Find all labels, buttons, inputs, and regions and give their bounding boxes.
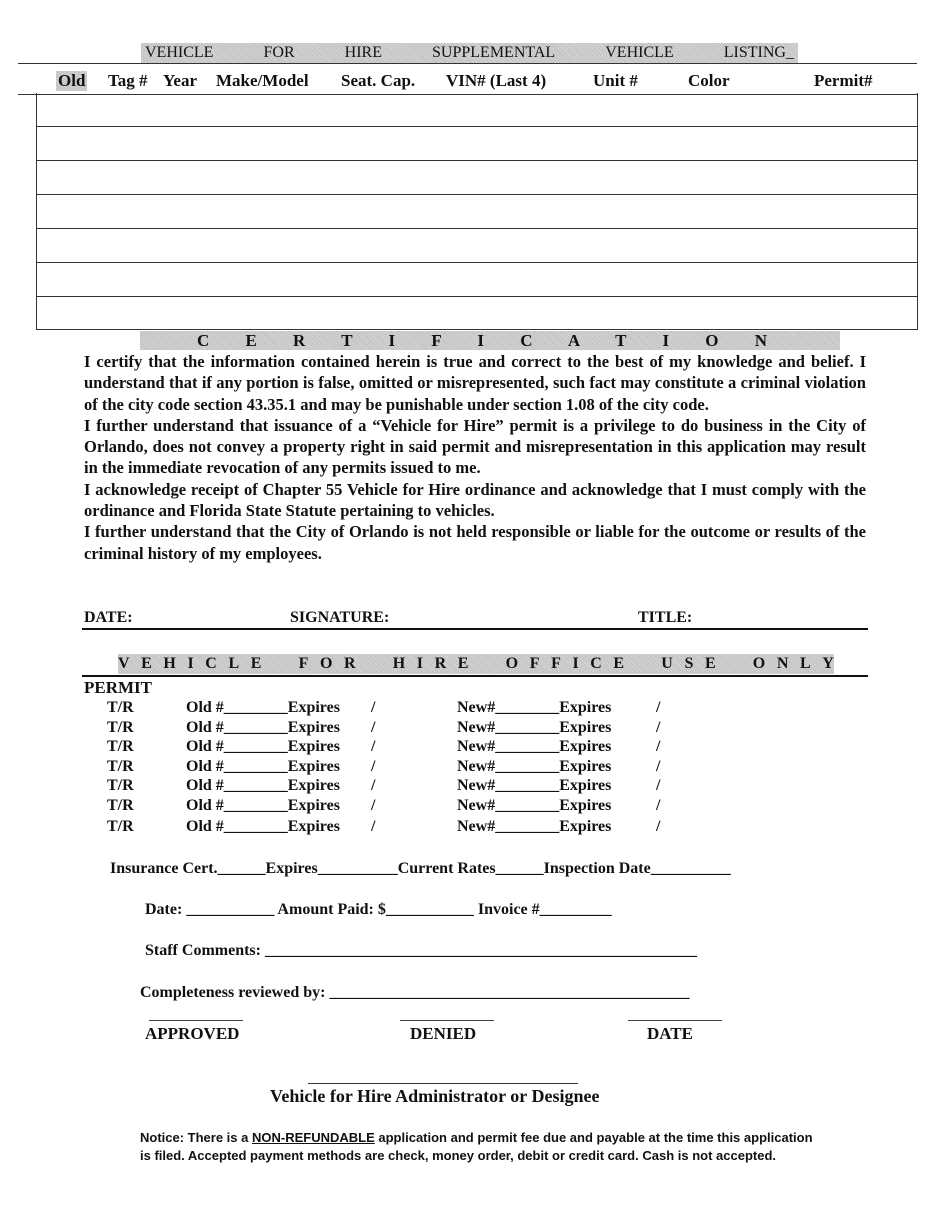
- col-year: Year: [163, 71, 197, 90]
- date-label-approval: DATE: [647, 1024, 693, 1043]
- permit-row[interactable]: [0, 719, 950, 739]
- col-vin: VIN# (Last 4): [446, 71, 547, 90]
- vehicle-row[interactable]: [37, 195, 917, 229]
- permit-old-slash: /: [371, 699, 376, 716]
- col-permit: Permit#: [814, 71, 873, 90]
- permit-old-slash: /: [371, 818, 376, 835]
- permit-old: Old #________Expires: [186, 797, 340, 814]
- permit-new: New#________Expires: [457, 758, 612, 775]
- permit-row[interactable]: [0, 758, 950, 778]
- permit-tr: T/R: [107, 797, 134, 814]
- permit-old: Old #________Expires: [186, 699, 340, 716]
- vehicle-row[interactable]: [37, 229, 917, 263]
- vehicle-row[interactable]: [37, 93, 917, 127]
- permit-tr: T/R: [107, 699, 134, 716]
- notice-prefix: Notice: There is a: [140, 1130, 252, 1145]
- denied-label: DENIED: [410, 1024, 477, 1043]
- office-letter: E: [457, 655, 469, 672]
- certification-heading: C E R T I F I C A T I O N: [140, 331, 840, 350]
- title-word: VEHICLE: [145, 44, 214, 61]
- date-label: DATE:: [84, 609, 133, 626]
- permit-new: New#________Expires: [457, 777, 612, 794]
- permit-new-slash: /: [656, 738, 661, 755]
- cert-paragraph: I acknowledge receipt of Chapter 55 Vehicle for Hire ordinance and acknowledge that I must comply with the ordinance and Florida State Statute pertaining to vehicles.: [84, 479, 866, 521]
- permit-old: Old #________Expires: [186, 719, 340, 736]
- permit-old-slash: /: [371, 758, 376, 775]
- permit-tr: T/R: [107, 738, 134, 755]
- office-letter: C: [205, 655, 217, 672]
- permit-tr: T/R: [107, 719, 134, 736]
- office-letter: L: [228, 655, 240, 672]
- permit-old-slash: /: [371, 797, 376, 814]
- permit-old: Old #________Expires: [186, 777, 340, 794]
- permit-row[interactable]: [0, 699, 950, 719]
- office-letter: U: [661, 655, 673, 672]
- vehicle-row[interactable]: [37, 161, 917, 195]
- permit-old-slash: /: [371, 719, 376, 736]
- permit-tr: T/R: [107, 777, 134, 794]
- denied-blank[interactable]: [400, 1020, 494, 1021]
- col-old: Old: [58, 71, 86, 90]
- notice-emphasis: NON-REFUNDABLE: [251, 1130, 375, 1145]
- vehicle-row[interactable]: [37, 297, 917, 331]
- signature-line[interactable]: [82, 608, 868, 630]
- cert-paragraph: I certify that the information contained herein is true and correct to the best of my knowledge and belief. I understand that if any portion is false, omitted or misrepresented, such fact may constitute a criminal violation of the city code section 43.35.1 and may be punishable under section 1.08 of the city code.: [84, 352, 866, 414]
- permit-old: Old #________Expires: [186, 818, 340, 835]
- permit-row[interactable]: [0, 797, 950, 817]
- col-tag: Tag #: [108, 71, 148, 90]
- permit-new: New#________Expires: [457, 797, 612, 814]
- office-letter: O: [752, 655, 766, 672]
- cert-paragraph: I further understand that issuance of a “Vehicle for Hire” permit is a privilege to do business in the City of Orlando, does not convey a property right in said permit and misrepresentation in this application may result in the immediate revocation of any permits issued to me.: [84, 415, 866, 478]
- permit-old-slash: /: [371, 777, 376, 794]
- insurance-line[interactable]: Insurance Cert.______Expires__________Current Rates______Inspection Date__________: [110, 860, 731, 877]
- office-letter: I: [416, 655, 424, 672]
- permit-new: New#________Expires: [457, 818, 612, 835]
- office-letter: N: [776, 655, 789, 672]
- administrator-label: Vehicle for Hire Administrator or Designee: [270, 1086, 600, 1106]
- permit-new: New#________Expires: [457, 738, 612, 755]
- permit-row[interactable]: [0, 818, 950, 838]
- office-letter: I: [187, 655, 194, 672]
- staff-comments-line[interactable]: Staff Comments: ______________________________________________________: [145, 942, 697, 959]
- permit-new-slash: /: [656, 797, 661, 814]
- fee-notice: [140, 1129, 820, 1165]
- completeness-line[interactable]: Completeness reviewed by: _____________________________________________: [140, 984, 690, 1001]
- date-blank[interactable]: [628, 1020, 722, 1021]
- office-letter: R: [344, 655, 356, 672]
- permit-tr: T/R: [107, 818, 134, 835]
- office-letter: E: [250, 655, 262, 672]
- payment-line[interactable]: Date: ___________ Amount Paid: $___________ Invoice #_________: [145, 901, 612, 918]
- vehicle-row[interactable]: [37, 127, 917, 161]
- title-word: VEHICLE: [605, 44, 674, 61]
- permit-new: New#________Expires: [457, 719, 612, 736]
- office-letter: O: [319, 655, 333, 672]
- permit-old: Old #________Expires: [186, 758, 340, 775]
- office-letter: S: [684, 655, 694, 672]
- approved-label: APPROVED: [145, 1024, 240, 1043]
- office-letter: H: [392, 655, 406, 672]
- office-letter: F: [551, 655, 561, 672]
- office-divider: [82, 675, 868, 677]
- vehicle-row[interactable]: [37, 263, 917, 297]
- approved-blank[interactable]: [149, 1020, 243, 1021]
- col-color: Color: [688, 71, 730, 90]
- permit-tr: T/R: [107, 758, 134, 775]
- col-make-model: Make/Model: [216, 71, 309, 90]
- notice-suffix: application and permit fee due and payable at the time this application is filed. Accepted payment methods are check, money order, debit or credit card. Cash is not accepted.: [140, 1130, 813, 1163]
- title-word: FOR: [263, 44, 295, 61]
- column-header-row: [18, 63, 917, 95]
- office-letter: Y: [822, 655, 834, 672]
- permit-old-slash: /: [371, 738, 376, 755]
- permit-row[interactable]: [0, 777, 950, 797]
- title-word: SUPPLEMENTAL: [432, 44, 556, 61]
- listing-title: [141, 43, 798, 63]
- administrator-signature-blank[interactable]: [308, 1083, 578, 1084]
- permit-row[interactable]: [0, 738, 950, 758]
- office-letter: H: [163, 655, 176, 672]
- title-label: TITLE:: [638, 609, 693, 626]
- permit-old: Old #________Expires: [186, 738, 340, 755]
- permit-new-slash: /: [656, 818, 661, 835]
- vehicle-grid: [36, 93, 918, 330]
- office-letter: O: [505, 655, 519, 672]
- office-letter: C: [590, 655, 602, 672]
- office-letter: I: [572, 655, 579, 672]
- office-letter: L: [800, 655, 811, 672]
- permit-label: PERMIT: [84, 678, 152, 697]
- certification-text: [84, 351, 866, 564]
- title-word: LISTING_: [723, 44, 794, 61]
- office-letter: F: [298, 655, 309, 672]
- office-letter: F: [529, 655, 540, 672]
- permit-new-slash: /: [656, 719, 661, 736]
- office-letter: E: [141, 655, 152, 672]
- office-use-heading: [118, 654, 834, 674]
- permit-new-slash: /: [656, 699, 661, 716]
- office-letter: V: [118, 655, 130, 672]
- col-seat-cap: Seat. Cap.: [341, 71, 416, 90]
- permit-new-slash: /: [656, 758, 661, 775]
- title-word: HIRE: [344, 44, 382, 61]
- signature-label: SIGNATURE:: [290, 609, 390, 626]
- col-unit: Unit #: [593, 71, 638, 90]
- office-letter: R: [434, 655, 447, 672]
- permit-new-slash: /: [656, 777, 661, 794]
- permit-new: New#________Expires: [457, 699, 612, 716]
- cert-paragraph: I further understand that the City of Orlando is not held responsible or liable for the outcome or results of the criminal history of my employees.: [84, 522, 866, 563]
- office-letter: E: [704, 655, 716, 672]
- office-letter: E: [613, 655, 625, 672]
